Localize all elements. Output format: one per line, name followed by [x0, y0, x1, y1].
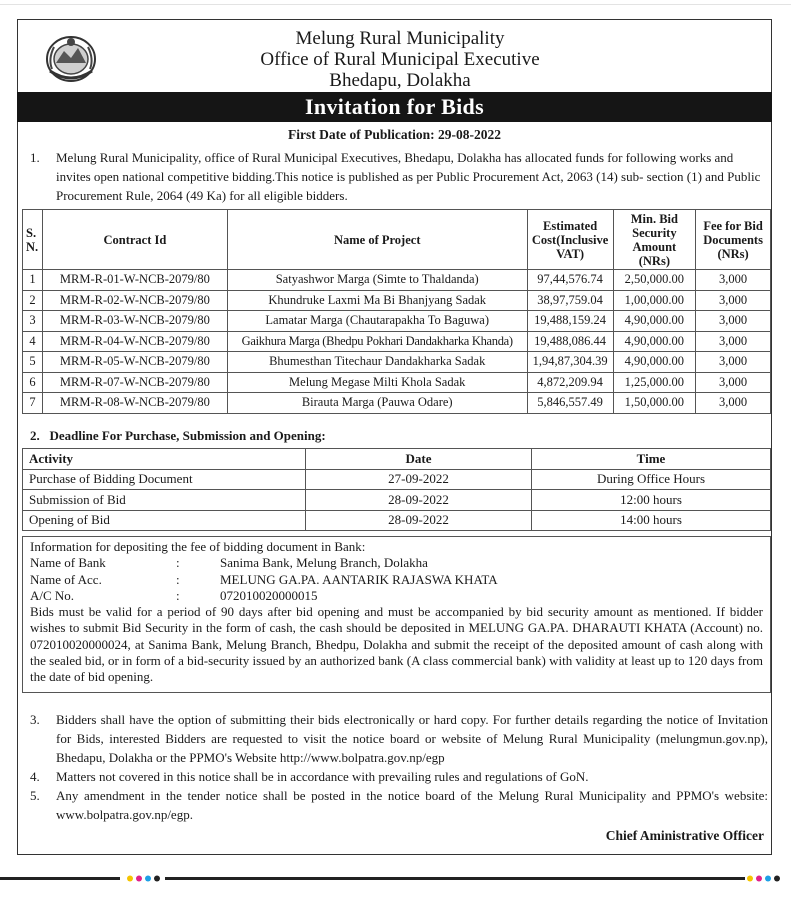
cell-project: Birauta Marga (Pauwa Odare) [227, 393, 527, 414]
bids-table [22, 209, 771, 414]
nepal-emblem-icon [42, 31, 100, 85]
bank-sep: : [176, 571, 180, 587]
cell-sn: 5 [23, 352, 43, 373]
cell-time: 12:00 hours [532, 490, 771, 511]
column-header: Time [532, 449, 771, 470]
cell-security: 4,90,000.00 [613, 352, 696, 373]
cell-security: 1,50,000.00 [613, 393, 696, 414]
table-row [23, 352, 771, 373]
bank-row [30, 555, 763, 571]
cell-fee: 3,000 [696, 372, 771, 393]
cell-contract-id: MRM-R-04-W-NCB-2079/80 [42, 331, 227, 352]
list-item [30, 710, 768, 767]
item-number: 3. [30, 712, 40, 727]
cell-fee: 3,000 [696, 331, 771, 352]
cell-sn: 4 [23, 331, 43, 352]
cell-time: During Office Hours [532, 469, 771, 490]
bank-value: MELUNG GA.PA. AANTARIK RAJASWA KHATA [220, 571, 498, 587]
cell-cost: 97,44,576.74 [527, 270, 613, 291]
cell-fee: 3,000 [696, 352, 771, 373]
list-item [30, 786, 768, 824]
signature-title: Chief Aministrative Officer [605, 828, 764, 843]
column-header: Min. Bid Security Amount (NRs) [613, 210, 696, 270]
cell-security: 2,50,000.00 [613, 270, 696, 291]
item-text: Bidders shall have the option of submitting their bids electronically or hard copy. For further details regarding the notice of Invitation for Bids, interested Bidders are requested to visit the notice board or website of Melung Rural Municipality (melungmun.gov.np), Bhedapu, Dolakha or the PPMO's Website http://www.bolpatra.gov.np/egp [56, 712, 768, 765]
bank-intro: Information for depositing the fee of bidding document in Bank: [30, 539, 366, 554]
table-row [23, 311, 771, 332]
notice-title: Invitation for Bids [17, 92, 772, 122]
cell-sn: 2 [23, 290, 43, 311]
publication-date: First Date of Publication: 29-08-2022 [288, 127, 501, 142]
cell-date: 28-09-2022 [306, 490, 532, 511]
cell-sn: 6 [23, 372, 43, 393]
cell-cost: 38,97,759.04 [527, 290, 613, 311]
paragraph-text: Melung Rural Municipality, office of Rural Municipal Executives, Bhedapu, Dolakha has allocated funds for following works and invites open national competitive bidding.This notice is published as per Public Procurement Act, 2063 (14) sub- section (1) and Public Procurement Rule, 2064 (49 Ka) for all eligible bidders. [56, 150, 761, 203]
table-row [23, 393, 771, 414]
cell-fee: 3,000 [696, 393, 771, 414]
table-row [23, 510, 771, 531]
cell-project: Lamatar Marga (Chautarapakha To Baguwa) [227, 311, 527, 332]
cell-contract-id: MRM-R-02-W-NCB-2079/80 [42, 290, 227, 311]
section-2-heading: 2. Deadline For Purchase, Submission and Opening: [30, 428, 326, 443]
cell-contract-id: MRM-R-08-W-NCB-2079/80 [42, 393, 227, 414]
bank-row [30, 572, 763, 588]
cell-sn: 1 [23, 270, 43, 291]
bank-sep: : [176, 555, 180, 571]
cell-security: 4,90,000.00 [613, 331, 696, 352]
bid-validity-note: Bids must be valid for a period of 90 days after bid opening and must be accompanied by bid security amount as mentioned. If bidder wishes to submit Bid Security in the form of cash, the cash should be deposited in MELUNG GA.PA. DHARAUTI KHATA (Account) no. 072010020000024, at Sanima Bank, Melung Branch, Bhedpu, Dolakha and submit the receipt of the deposited amount of cash along with the sealed bid, or in form of a bid-security issued by an authorized bank (A class commercial bank) with validity at least up to 120 days from the date of bid opening. [30, 604, 763, 685]
cell-security: 4,90,000.00 [613, 311, 696, 332]
cell-contract-id: MRM-R-01-W-NCB-2079/80 [42, 270, 227, 291]
column-header: Fee for Bid Documents (NRs) [696, 210, 771, 270]
column-header: Name of Project [227, 210, 527, 270]
column-header: S. N. [23, 210, 43, 270]
office-name: Office of Rural Municipal Executive [260, 49, 540, 70]
bank-key: A/C No. [30, 587, 75, 603]
cell-sn: 7 [23, 393, 43, 414]
bank-row [30, 588, 763, 604]
bank-value: 072010020000015 [220, 587, 318, 603]
cell-security: 1,00,000.00 [613, 290, 696, 311]
item-number: 5. [30, 788, 40, 803]
paragraph-1 [30, 148, 768, 205]
table-row [23, 270, 771, 291]
cell-cost: 5,846,557.49 [527, 393, 613, 414]
activity-table [22, 448, 771, 531]
cell-contract-id: MRM-R-05-W-NCB-2079/80 [42, 352, 227, 373]
table-row [23, 331, 771, 352]
notice-items [30, 710, 768, 824]
top-divider [0, 4, 791, 5]
cell-contract-id: MRM-R-03-W-NCB-2079/80 [42, 311, 227, 332]
cell-project: Melung Megase Milti Khola Sadak [227, 372, 527, 393]
cell-cost: 1,94,87,304.39 [527, 352, 613, 373]
item-number: 4. [30, 769, 40, 784]
cell-fee: 3,000 [696, 311, 771, 332]
cell-project: Bhumesthan Titechaur Dandakharka Sadak [227, 352, 527, 373]
table-header-row [23, 210, 771, 270]
bank-key: Name of Acc. [30, 571, 102, 587]
column-header: Estimated Cost(Inclusive VAT) [527, 210, 613, 270]
item-text: Matters not covered in this notice shall be in accordance with prevailing rules and regulations of GoN. [56, 769, 589, 784]
cell-date: 28-09-2022 [306, 510, 532, 531]
table-row [23, 469, 771, 490]
cell-project: Gaikhura Marga (Bhedpu Pokhari Dandakharka Khanda) [227, 331, 527, 352]
cell-cost: 4,872,209.94 [527, 372, 613, 393]
footer-decoration [0, 872, 791, 886]
bank-sep: : [176, 587, 180, 603]
paragraph-number: 1. [30, 150, 40, 165]
column-header: Activity [23, 449, 306, 470]
cell-activity: Opening of Bid [23, 510, 306, 531]
column-header: Date [306, 449, 532, 470]
office-address: Bhedapu, Dolakha [329, 70, 471, 91]
cell-activity: Submission of Bid [23, 490, 306, 511]
letterhead [150, 28, 650, 91]
bank-info-box [22, 536, 771, 693]
cell-cost: 19,488,086.44 [527, 331, 613, 352]
table-row [23, 372, 771, 393]
cell-fee: 3,000 [696, 290, 771, 311]
cell-date: 27-09-2022 [306, 469, 532, 490]
list-item [30, 767, 768, 786]
cell-sn: 3 [23, 311, 43, 332]
table-row [23, 290, 771, 311]
municipality-name: Melung Rural Municipality [295, 28, 505, 49]
bank-key: Name of Bank [30, 555, 106, 571]
table-header-row [23, 449, 771, 470]
item-text: Any amendment in the tender notice shall be posted in the notice board of the Melung Rural Municipality and PPMO's website: www.bolpatra.gov.np/egp. [56, 788, 768, 822]
cell-project: Satyashwor Marga (Simte to Thaldanda) [227, 270, 527, 291]
column-header: Contract Id [42, 210, 227, 270]
cell-contract-id: MRM-R-07-W-NCB-2079/80 [42, 372, 227, 393]
table-row [23, 490, 771, 511]
cell-project: Khundruke Laxmi Ma Bi Bhanjyang Sadak [227, 290, 527, 311]
cell-time: 14:00 hours [532, 510, 771, 531]
bank-value: Sanima Bank, Melung Branch, Dolakha [220, 555, 428, 571]
cell-security: 1,25,000.00 [613, 372, 696, 393]
cell-cost: 19,488,159.24 [527, 311, 613, 332]
cell-activity: Purchase of Bidding Document [23, 469, 306, 490]
cell-fee: 3,000 [696, 270, 771, 291]
